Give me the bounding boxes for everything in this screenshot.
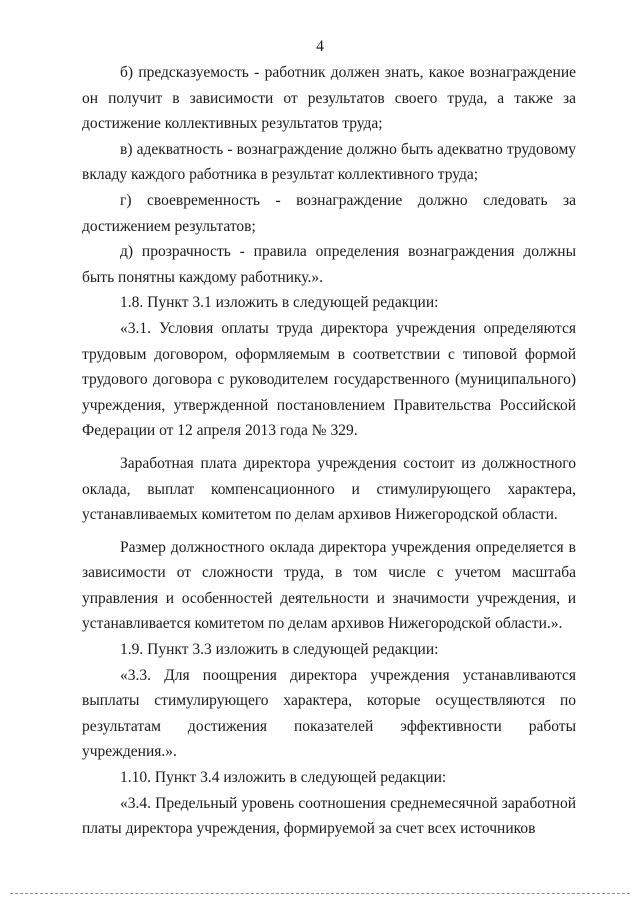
paragraph-item-1-9: 1.9. Пункт 3.3 изложить в следующей редакции: xyxy=(120,641,439,659)
paragraph-predictability: б) предсказуемость - работник должен знать, какое вознаграждение он получит в зависимости от результатов своего труда, а также за достижение коллективных результатов труда; xyxy=(82,64,576,133)
paragraph-adequacy: в) адекватность - вознаграждение должно быть адекватно трудовому вкладу каждого работника в результат коллективного труда; xyxy=(82,140,576,184)
document-body xyxy=(82,60,576,842)
paragraph-item-1-8: 1.8. Пункт 3.1 изложить в следующей редакции: xyxy=(120,294,439,312)
paragraph-item-1-10: 1.10. Пункт 3.4 изложить в следующей редакции: xyxy=(120,769,447,787)
paragraph-clause-3-4: «3.4. Предельный уровень соотношения среднемесячной заработной платы директора учреждения, формируемой за счет всех источников xyxy=(82,794,576,838)
paragraph-salary-size: Размер должностного оклада директора учреждения определяется в зависимости от сложности труда, в том числе с учетом масштаба управления и особенностей деятельности и значимости учреждения, и устанавливается комитетом по делам архивов Нижегородской области.». xyxy=(82,538,576,633)
paragraph-salary-composition: Заработная плата директора учреждения состоит из должностного оклада, выплат компенсационного и стимулирующего характера, устанавливаемых комитетом по делам архивов Нижегородской области. xyxy=(82,454,576,524)
paragraph-transparency: д) прозрачность - правила определения вознаграждения должны быть понятны каждому работнику.». xyxy=(82,243,576,286)
page-bottom-divider xyxy=(10,893,630,894)
paragraph-clause-3-1: «3.1. Условия оплаты труда директора учреждения определяются трудовым договором, оформляемым в соответствии с типовой формой трудового договора с руководителем государственного (муниципального) учреждения, утвержденной постановлением Правительства Российской Федерации от 12 апреля 2013 года № 329. xyxy=(82,319,576,440)
paragraph-clause-3-3: «3.3. Для поощрения директора учреждения устанавливаются выплаты стимулирующего характера, которые осуществляются по результатам достижения показателей эффективности работы учреждения.». xyxy=(82,666,576,761)
paragraph-timeliness: г) своевременность - вознаграждение должно следовать за достижением результатов; xyxy=(82,191,576,235)
page-number: 4 xyxy=(316,38,324,55)
